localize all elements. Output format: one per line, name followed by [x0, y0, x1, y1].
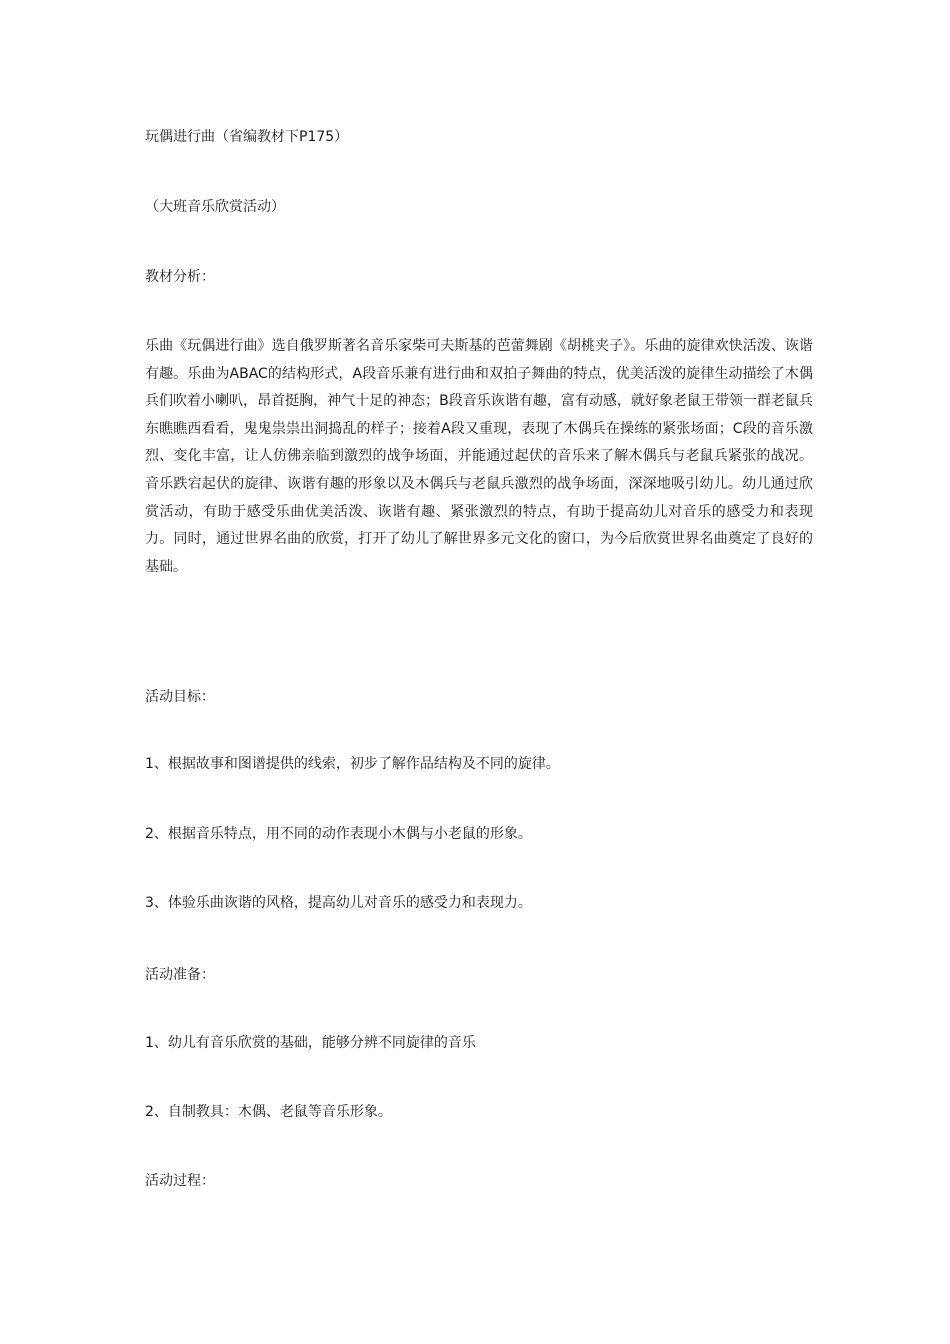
goal-item-2: 2、根据音乐特点，用不同的动作表现小木偶与小老鼠的形象。	[145, 826, 532, 842]
analysis-heading: 教材分析：	[145, 269, 215, 285]
goals-heading: 活动目标：	[145, 689, 215, 705]
prep-item-1: 1、幼儿有音乐欣赏的基础，能够分辨不同旋律的音乐	[145, 1035, 476, 1051]
document-title: 玩偶进行曲（省编教材下P175）	[145, 129, 349, 145]
process-heading: 活动过程：	[145, 1173, 215, 1189]
document-subtitle: （大班音乐欣赏活动）	[145, 199, 285, 215]
goal-item-1: 1、根据故事和图谱提供的线索，初步了解作品结构及不同的旋律。	[145, 756, 560, 772]
prep-heading: 活动准备：	[145, 967, 215, 983]
prep-item-2: 2、自制教具：木偶、老鼠等音乐形象。	[145, 1104, 392, 1120]
analysis-paragraph: 乐曲《玩偶进行曲》选自俄罗斯著名音乐家柴可夫斯基的芭蕾舞剧《胡桃夹子》。乐曲的旋律欢快活泼、诙谐有趣。乐曲为ABAC的结构形式，A段音乐兼有进行曲和双拍子舞曲的特点，优美活泼的旋律生动描绘了木偶兵们吹着小喇叭，昂首挺胸，神气十足的神态；B段音乐诙谐有趣，富有动感，就好象老鼠王带领一群老鼠兵东瞧瞧西看看，鬼鬼祟祟出洞捣乱的样子；接着A段又重现，表现了木偶兵在操练的紧张场面；C段的音乐激烈、变化丰富，让人仿佛亲临到激烈的战争场面，并能通过起伏的音乐来了解木偶兵与老鼠兵紧张的战况。音乐跌宕起伏的旋律、诙谐有趣的形象以及木偶兵与老鼠兵激烈的战争场面，深深地吸引幼儿。幼儿通过欣赏活动，有助于感受乐曲优美活泼、诙谐有趣、紧张激烈的特点，有助于提高幼儿对音乐的感受力和表现力。同时，通过世界名曲的欣赏，打开了幼儿了解世界多元文化的窗口，为今后欣赏世界名曲奠定了良好的基础。	[145, 338, 813, 575]
goal-item-3: 3、体验乐曲诙谐的风格，提高幼儿对音乐的感受力和表现力。	[145, 895, 532, 911]
